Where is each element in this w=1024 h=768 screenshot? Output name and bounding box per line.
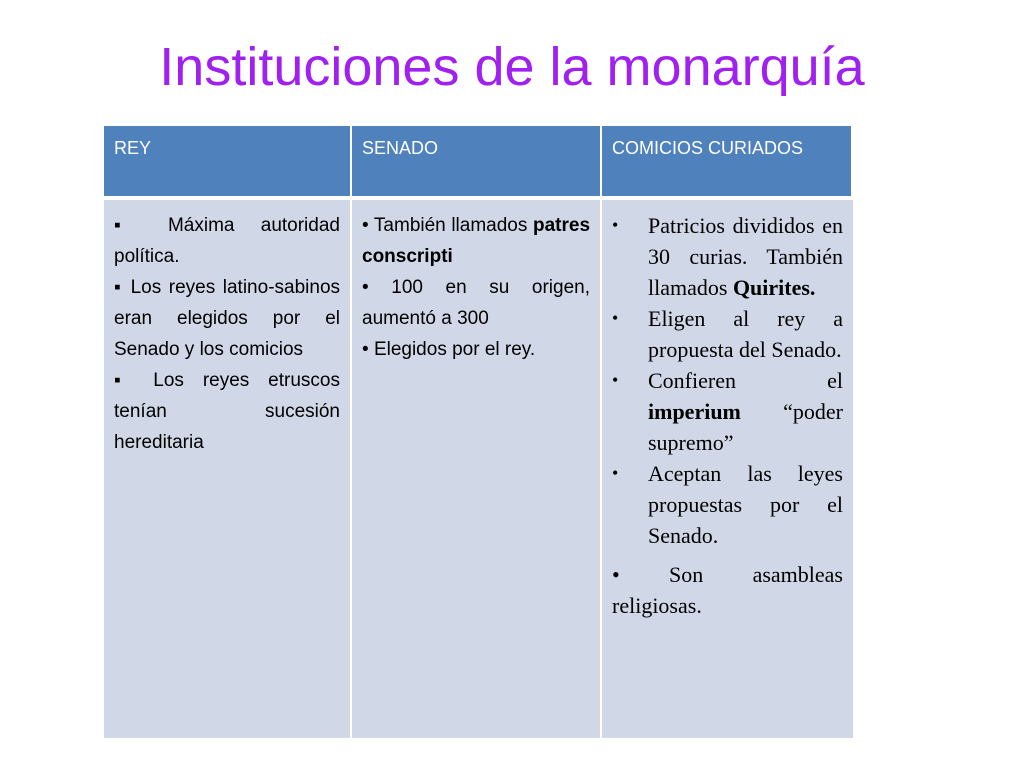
comicios-item-1-text: Patricios divididos en 30 curias. También llamados [648, 213, 843, 300]
senado-item-1-bold: patres conscripti [362, 215, 591, 267]
square-bullet-icon: ▪ [114, 370, 135, 391]
list-item [612, 458, 843, 551]
senado-item-3: Elegidos por el rey. [373, 339, 536, 360]
senado-item-1-text: También llamados [373, 215, 528, 236]
comicios-item-4: Aceptan las leyes propuestas por el Senado. [648, 461, 843, 548]
square-bullet-icon: ▪ [114, 277, 124, 298]
list-item [114, 365, 340, 458]
header-comicios-curiados: COMICIOS CURIADOS [602, 126, 853, 200]
dot-bullet-icon: • [362, 215, 369, 236]
cell-comicios-curiados [602, 200, 853, 738]
list-item [612, 303, 843, 365]
comicios-item-1-bold: Quirites. [732, 275, 816, 300]
dot-bullet-icon: • [612, 370, 619, 390]
cell-senado [352, 200, 602, 738]
dot-bullet-icon: • [612, 463, 619, 483]
dot-bullet-icon: • [612, 308, 619, 328]
dot-bullet-icon: • [612, 562, 620, 587]
dot-bullet-icon: • [362, 277, 369, 298]
rey-item-1: Máxima autoridad política. [114, 215, 340, 267]
list-item [612, 210, 843, 303]
comicios-item-3-quote: “poder supremo” [648, 399, 843, 455]
rey-list [114, 210, 340, 458]
comicios-extra-item [612, 559, 843, 621]
rey-item-2: Los reyes latino-sabinos eran elegidos por el Senado y los comicios [114, 277, 341, 360]
list-item [362, 210, 590, 272]
list-item [362, 334, 590, 365]
rey-item-3: Los reyes etruscos tenían sucesión hereditaria [114, 370, 340, 453]
square-bullet-icon: ▪ [114, 215, 142, 236]
senado-list [362, 210, 590, 365]
dot-bullet-icon: • [362, 339, 369, 360]
dot-bullet-icon: • [612, 215, 619, 235]
comicios-item-3-text: Confieren el [648, 368, 843, 393]
header-senado: SENADO [352, 126, 602, 200]
senado-item-2: 100 en su origen, aumentó a 300 [362, 277, 590, 329]
list-item [362, 272, 590, 334]
header-rey: REY [104, 126, 352, 200]
list-item [114, 272, 340, 365]
list-item [612, 365, 843, 458]
list-item [114, 210, 340, 272]
comicios-extra-text: Son asambleas religiosas. [612, 562, 843, 618]
comicios-item-3-bold: imperium [648, 399, 741, 424]
comicios-item-2: Eligen al rey a propuesta del Senado. [648, 306, 843, 362]
slide-title: Instituciones de la monarquía [159, 37, 865, 97]
institutions-table [104, 126, 853, 738]
cell-rey [104, 200, 352, 738]
